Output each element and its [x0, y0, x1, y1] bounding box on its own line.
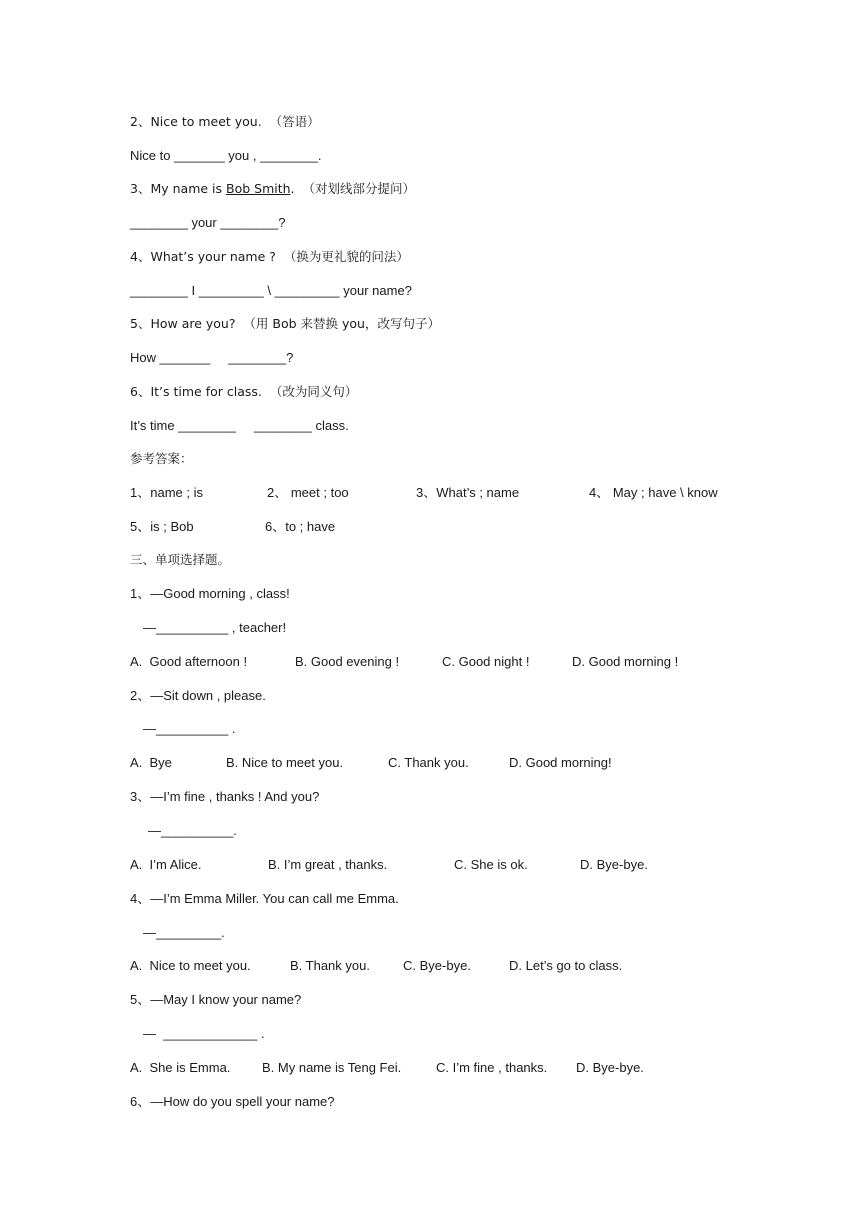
option-a: A. I’m Alice.: [130, 857, 202, 872]
question-2: 2、Nice to meet you. （答语）: [130, 114, 320, 129]
question-4: 4、What’s your name ? （换为更礼貌的问法）: [130, 249, 409, 264]
answer-key-item: 1、name ; is: [130, 485, 203, 500]
mc-question-4: 4、—I’m Emma Miller. You can call me Emma.: [130, 891, 399, 906]
option-d: D. Bye-bye.: [580, 857, 648, 872]
mc-options-4: [0, 957, 860, 975]
option-d: D. Let’s go to class.: [509, 958, 623, 973]
option-a: A. Good afternoon !: [130, 654, 248, 669]
question-3-suffix: . （对划线部分提问）: [290, 181, 415, 196]
question-3: [130, 180, 415, 198]
answer-line-2: Nice to _______ you , ________.: [130, 148, 322, 163]
question-3-prefix: 3、My name is: [130, 181, 226, 196]
mc-options-5: [0, 1059, 860, 1077]
answer-key-item: 3、What’s ; name: [416, 485, 520, 500]
answer-key-item: 4、 May ; have \ know: [589, 485, 718, 500]
option-a: A. She is Emma.: [130, 1060, 231, 1075]
answer-key-item: 5、is ; Bob: [130, 519, 194, 534]
option-c: C. Good night !: [442, 654, 530, 669]
option-d: D. Good morning !: [572, 654, 679, 669]
mc-blank-3: —__________.: [148, 823, 237, 838]
mc-blank-1: —__________ , teacher!: [143, 620, 287, 635]
option-c: C. I’m fine , thanks.: [436, 1060, 548, 1075]
answer-line-6: It’s time ________ ________ class.: [130, 418, 349, 433]
mc-question-1: 1、—Good morning , class!: [130, 586, 290, 601]
answer-line-5: How _______ ________?: [130, 350, 294, 365]
answers-row-2: [0, 518, 860, 536]
option-a: A. Bye: [130, 755, 172, 770]
answer-key-item: 6、to ; have: [265, 519, 336, 534]
option-d: D. Good morning!: [509, 755, 612, 770]
option-c: C. Bye-bye.: [403, 958, 471, 973]
mc-question-2: 2、—Sit down , please.: [130, 688, 266, 703]
mc-blank-2: —__________ .: [143, 721, 236, 736]
option-b: B. My name is Teng Fei.: [262, 1060, 402, 1075]
option-a: A. Nice to meet you.: [130, 958, 251, 973]
mc-options-2: [0, 754, 860, 772]
option-b: B. Nice to meet you.: [226, 755, 344, 770]
option-b: B. I’m great , thanks.: [268, 857, 388, 872]
answer-key-item: 2、 meet ; too: [267, 485, 349, 500]
option-b: B. Good evening !: [295, 654, 400, 669]
mc-question-5: 5、—May I know your name?: [130, 992, 302, 1007]
question-5: 5、How are you? （用 Bob 来替换 you，改写句子）: [130, 316, 440, 331]
option-d: D. Bye-bye.: [576, 1060, 644, 1075]
mc-question-6: 6、—How do you spell your name?: [130, 1094, 335, 1109]
underlined-phrase: Bob Smith: [226, 181, 291, 196]
answer-line-4: ________ I _________ \ _________ your name?: [130, 283, 412, 298]
mc-blank-4: —_________.: [143, 925, 225, 940]
option-b: B. Thank you.: [290, 958, 370, 973]
option-c: C. Thank you.: [388, 755, 469, 770]
mc-blank-5: — _____________ .: [143, 1026, 265, 1041]
answers-heading: 参考答案：: [130, 451, 193, 466]
section-heading: 三、单项选择题。: [130, 552, 231, 567]
answers-row-1: [0, 484, 860, 502]
mc-options-3: [0, 856, 860, 874]
question-6: 6、It’s time for class. （改为同义句）: [130, 384, 358, 399]
answer-line-3: ________ your ________?: [130, 215, 286, 230]
option-c: C. She is ok.: [454, 857, 528, 872]
mc-options-1: [0, 653, 860, 671]
mc-question-3: 3、—I’m fine , thanks ! And you?: [130, 789, 320, 804]
